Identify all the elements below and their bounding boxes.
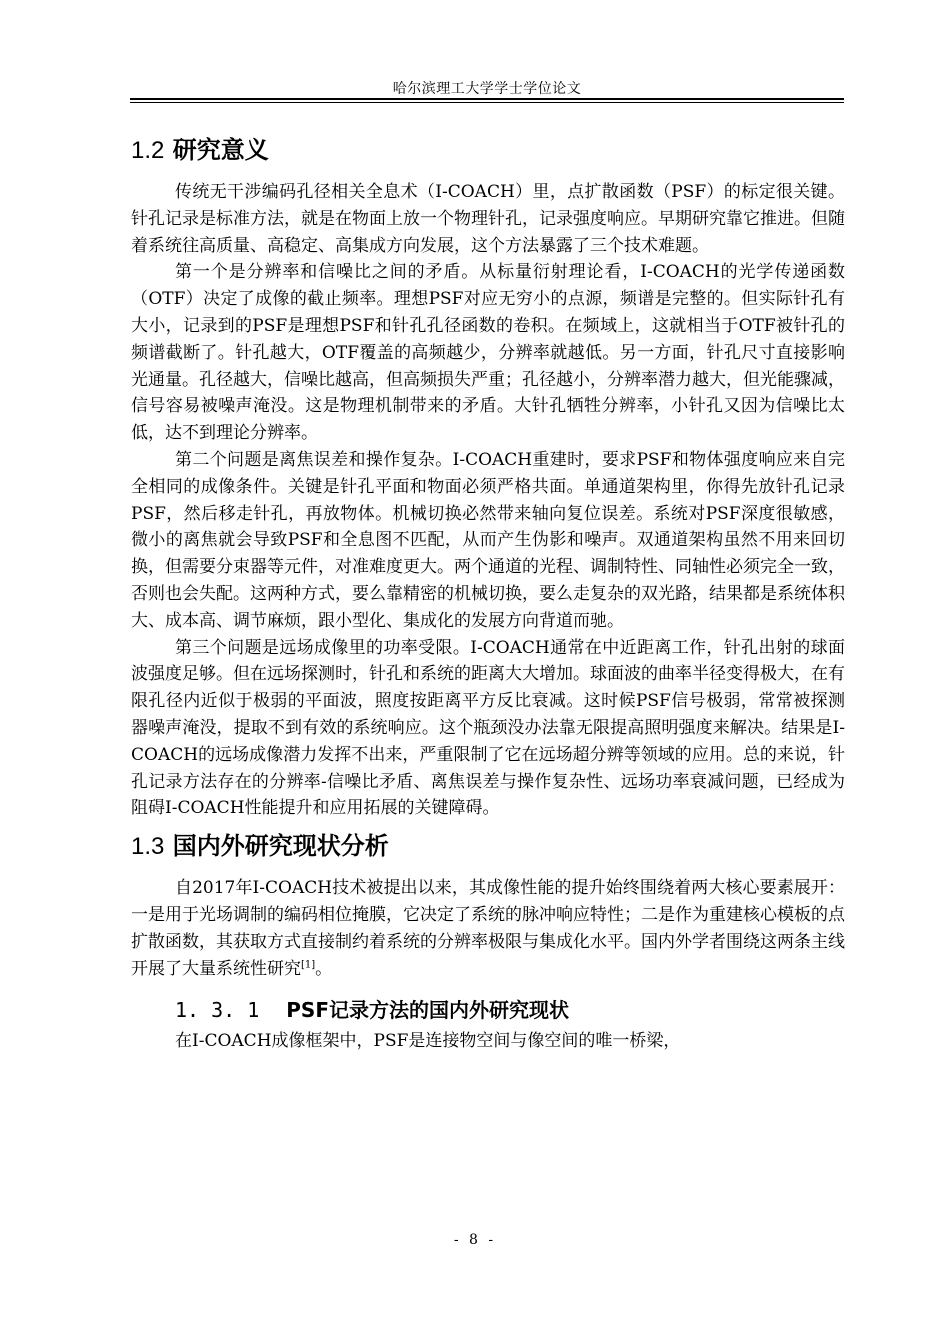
paragraph: 第三个问题是远场成像里的功率受限。I-COACH通常在中近距离工作，针孔出射的球面波强度足够。但在远场探测时，针孔和系统的距离大大增加。球面波的曲率半径变得极大，在有限孔径内近似于极弱的平面波，照度按距离平方反比衰减。这时候PSF信号极弱，常常被探测器噪声淹没，提取不到有效的系统响应。这个瓶颈没办法靠无限提高照明强度来解决。结果是I-COACH的远场成像潜力发挥不出来，严重限制了它在远场超分辨等领域的应用。总的来说，针孔记录方法存在的分辨率-信噪比矛盾、离焦误差与操作复杂性、远场功率衰减问题，已经成为阻碍I-COACH性能提升和应用拓展的关键障碍。: [131, 637, 845, 819]
section-number: 1.2: [131, 137, 165, 164]
section-title: 研究意义: [172, 136, 269, 164]
paragraph: 在I-COACH成像框架中，PSF是连接物空间与像空间的唯一桥梁，: [175, 1031, 681, 1052]
running-header: 哈尔滨理工大学学士学位论文: [392, 81, 582, 97]
citation-marker[interactable]: [1]: [301, 958, 316, 970]
paragraph-text: 自2017年I-COACH技术被提出以来，其成像性能的提升始终围绕着两大核心要素展开：一是用于光场调制的编码相位掩膜，它决定了系统的脉冲响应特性；二是作为重建核心模板的点扩散函数，其获取方式直接制约着系统的分辨率极限与集成化水平。国内外学者围绕这两条主线开展了大量系统性研究: [131, 878, 845, 979]
paragraph-end: 。: [315, 958, 333, 979]
header-rule-thick: [130, 98, 844, 100]
page-content: [131, 130, 845, 1055]
paragraph: [131, 875, 845, 982]
paragraph: 第二个问题是离焦误差和操作复杂。I-COACH重建时，要求PSF和物体强度响应来自完全相同的成像条件。关键是针孔平面和物面必须严格共面。单通道架构里，你得先放针孔记录PSF，然后移走针孔，再放物体。机械切换必然带来轴向复位误差。系统对PSF深度很敏感，微小的离焦就会导致PSF和全息图不匹配，从而产生伪影和噪声。双通道架构虽然不用来回切换，但需要分束器等元件，对准难度更大。两个通道的光程、调制特性、同轴性必须完全一致，否则也会失配。这两种方式，要么靠精密的机械切换，要么走复杂的双光路，结果都是系统体积大、成本高、调节麻烦，跟小型化、集成化的发展方向背道而驰。: [131, 449, 845, 631]
subsection-heading-1-3-1: [131, 992, 845, 1028]
subsection-title: PSF记录方法的国内外研究现状: [286, 998, 569, 1023]
section-title: 国内外研究现状分析: [172, 832, 389, 861]
subsection-number: 1. 3. 1: [175, 998, 260, 1023]
header-rule-thin: [130, 102, 844, 103]
section-heading-1-2: [131, 130, 845, 171]
paragraph: 第一个是分辨率和信噪比之间的矛盾。从标量衍射理论看，I-COACH的光学传递函数（OTF）决定了成像的截止频率。理想PSF对应无穷小的点源，频谱是完整的。但实际针孔有大小，记录到的PSF是理想PSF和针孔孔径函数的卷积。在频域上，这就相当于OTF被针孔的频谱截断了。针孔越大，OTF覆盖的高频越少，分辨率就越低。另一方面，针孔尺寸直接影响光通量。孔径越大，信噪比越高，但高频损失严重；孔径越小，分辨率潜力越大，但光能骤减，信号容易被噪声淹没。这是物理机制带来的矛盾。大针孔牺牲分辨率，小针孔又因为信噪比太低，达不到理论分辨率。: [131, 262, 845, 444]
section-heading-1-3: [131, 826, 845, 867]
section-number: 1.3: [131, 833, 165, 861]
paragraph: 传统无干涉编码孔径相关全息术（I-COACH）里，点扩散函数（PSF）的标定很关键。针孔记录是标准方法，就是在物面上放一个物理针孔，记录强度响应。早期研究靠它推进。但随着系统往高质量、高稳定、高集成方向发展，这个方法暴露了三个技术难题。: [131, 182, 845, 256]
page-number: - 8 -: [453, 1232, 497, 1248]
